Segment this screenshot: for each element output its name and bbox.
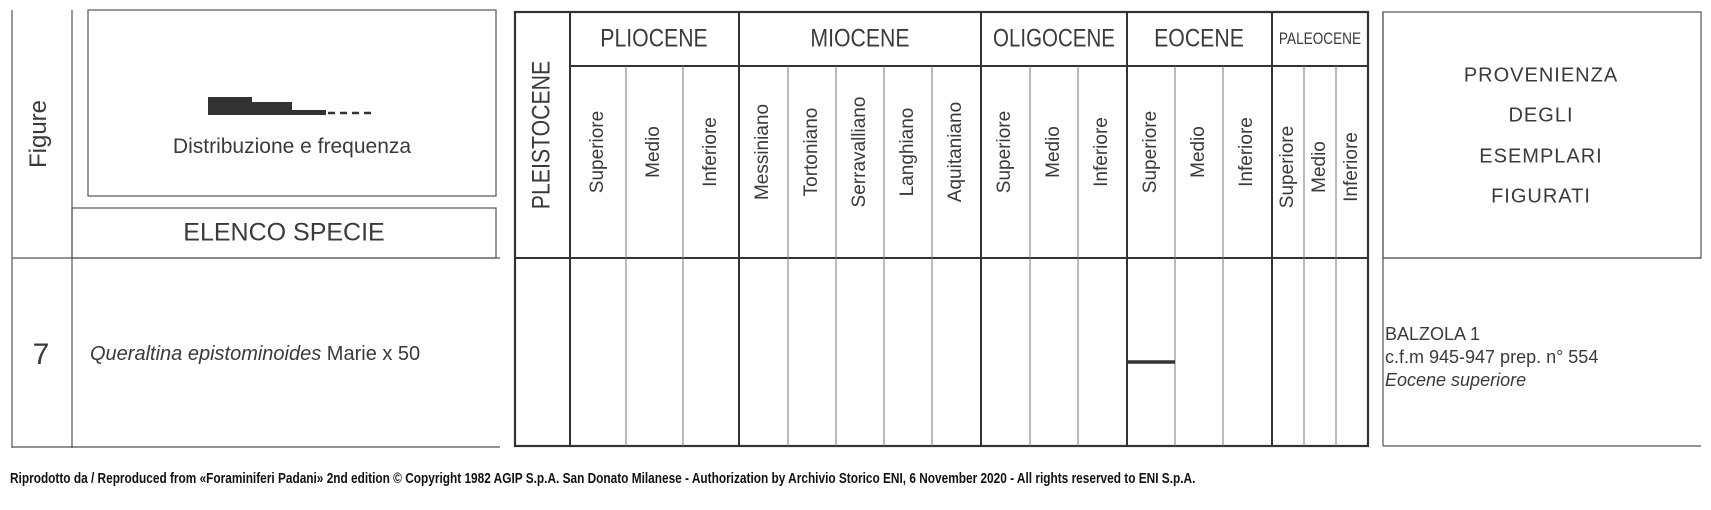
provenance-well: BALZOLA 1 <box>1385 324 1481 344</box>
provenance-header-line-4: FIGURATI <box>1491 185 1591 208</box>
epoch-oligocene: OLIGOCENE <box>993 24 1115 53</box>
provenance-header-line-3: ESEMPLARI <box>1479 145 1603 168</box>
stage-serravalliano: Serravalliano <box>849 96 870 208</box>
species-author: Marie x 50 <box>321 343 421 365</box>
provenance-header-line-2: DEGLI <box>1508 104 1574 127</box>
stage-eocene-medio: Medio <box>1188 126 1209 178</box>
figure-column-header: Figure <box>25 99 52 169</box>
epoch-eocene: EOCENE <box>1154 24 1244 53</box>
stage-pliocene-superiore: Superiore <box>587 110 608 194</box>
figure-number: 7 <box>32 338 50 371</box>
stage-langhiano: Langhiano <box>897 107 918 197</box>
legend-label: Distribuzione e frequenza <box>172 135 412 158</box>
stage-messiniano: Messiniano <box>752 103 773 201</box>
stage-paleocene-superiore: Superiore <box>1277 125 1298 209</box>
stage-aquitaniano: Aquitaniano <box>945 101 966 203</box>
epoch-pliocene: PLIOCENE <box>600 24 708 53</box>
stage-eocene-inferiore: Inferiore <box>1236 117 1257 187</box>
provenance-details <box>1385 323 1598 392</box>
epoch-paleocene: PALEOCENE <box>1278 29 1362 48</box>
stage-pliocene-medio: Medio <box>643 126 664 178</box>
stage-pliocene-inferiore: Inferiore <box>700 117 721 187</box>
stage-eocene-superiore: Superiore <box>1140 110 1161 194</box>
stage-oligocene-medio: Medio <box>1043 126 1064 178</box>
stage-oligocene-superiore: Superiore <box>994 110 1015 194</box>
provenance-header-line-1: PROVENIENZA <box>1463 64 1619 87</box>
provenance-depth: c.f.m 945-947 prep. n° 554 <box>1385 347 1599 367</box>
copyright-footer: Riprodotto da / Reproduced from «Foraminiferi Padani» 2nd edition © Copyright 1982 AGIP S.p.A. San Donato Milanese - Authorization by Archivio Storico ENI, 6 November 2020 - All rights reserved to ENI S.p.A. <box>10 470 1196 487</box>
frequency-legend-symbol <box>208 97 371 115</box>
stage-tortoniano: Tortoniano <box>801 107 822 197</box>
species-italic: Queraltina epistominoides <box>90 343 322 365</box>
stage-paleocene-medio: Medio <box>1309 141 1330 193</box>
species-name <box>90 343 420 366</box>
pleistocene-header: PLEISTOCENE <box>527 60 556 210</box>
epoch-miocene: MIOCENE <box>810 24 910 53</box>
species-list-header: ELENCO SPECIE <box>183 218 385 247</box>
provenance-age: Eocene superiore <box>1385 370 1527 390</box>
stage-paleocene-inferiore: Inferiore <box>1341 132 1362 202</box>
stage-oligocene-inferiore: Inferiore <box>1091 117 1112 187</box>
